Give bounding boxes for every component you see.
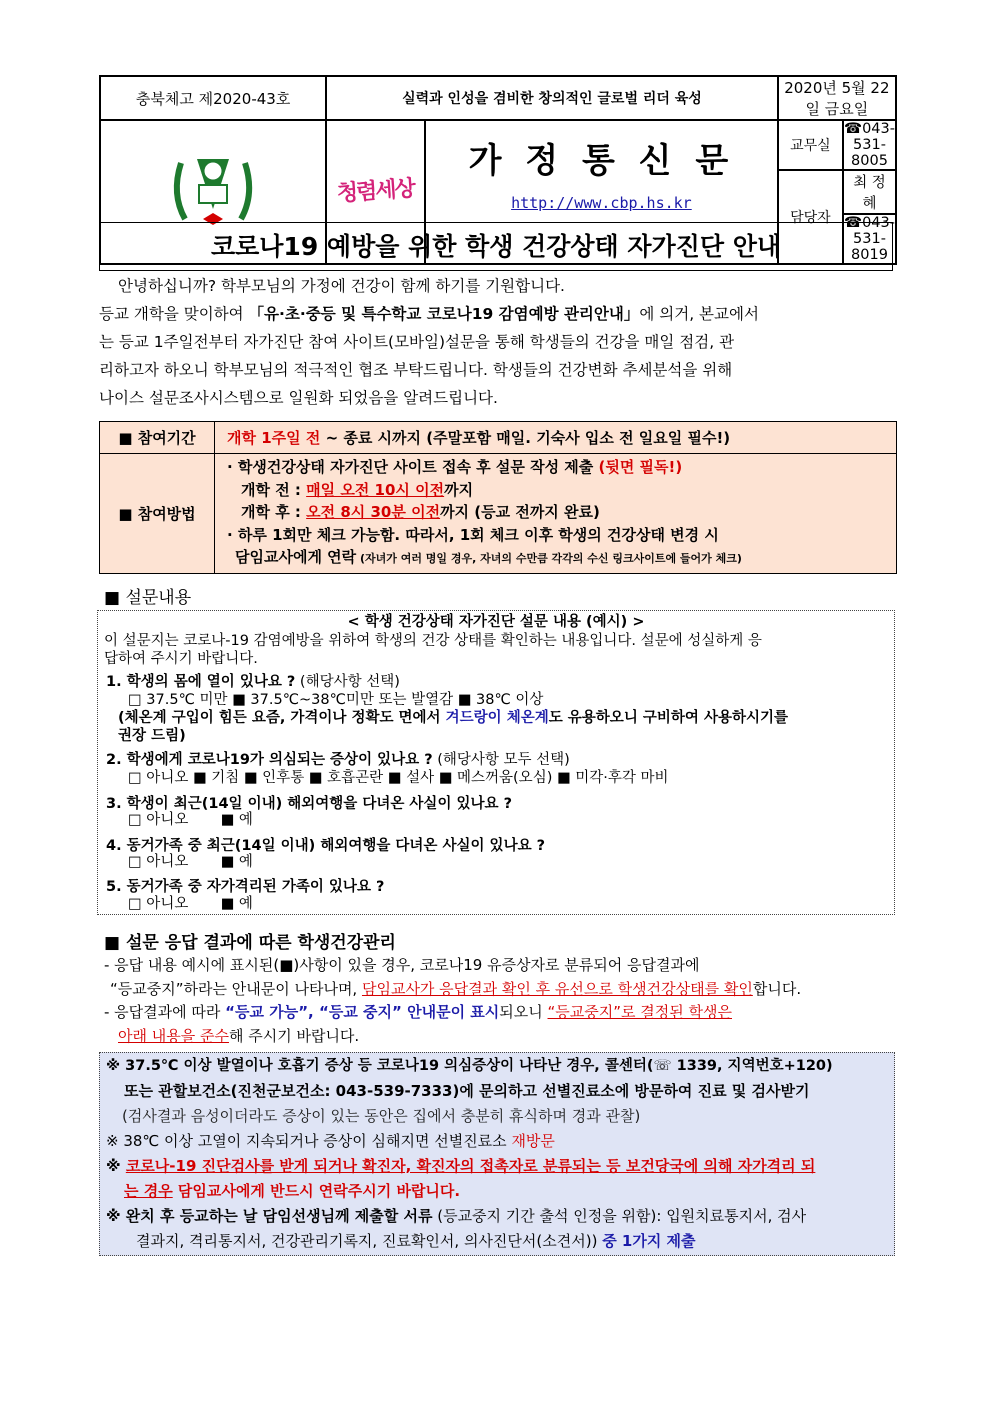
question-2: 2. 학생에게 코로나19가 의심되는 증상이 있나요 ? (해당사항 모두 선택) (106, 752, 570, 768)
question-3: 3. 학생이 최근(14일 이내) 해외여행을 다녀온 사실이 있나요 ? (106, 796, 512, 812)
method-line5: 담임교사에게 연락 (자녀가 여러 명일 경우, 자녀의 수만큼 각각의 수신 링크사이트에 들어가 체크) (235, 548, 742, 566)
school-emblem-icon (163, 149, 263, 231)
results-line4: 아래 내용을 준수해 주시기 바랍니다. (118, 1027, 360, 1045)
notice-line8: 결과지, 격리통지서, 건강관리기록지, 진료확인서, 의사진단서(소견서)) 중 1가지 제출 (136, 1232, 696, 1250)
office-phone: ☎043-531-8005 (844, 121, 895, 169)
notice-line7: ※ 완치 후 등교하는 날 담임선생님께 제출할 서류 (등교중지 기간 출석 인정을 위함): 입원치료통지서, 검사 (106, 1207, 807, 1225)
question-1-note: (체온계 구입이 힘든 요즘, 가격이나 정확도 면에서 겨드랑이 체온계도 유용하오니 구비하여 사용하시기를 (118, 710, 788, 726)
survey-intro-line1: 이 설문지는 코로나-19 감염예방을 위하여 학생의 건강 상태를 확인하는 내용입니다. 설문에 성실하게 응 (104, 633, 762, 649)
question-2-options: □ 아니오 ■ 기침 ■ 인후통 ■ 호흡곤란 ■ 설사 ■ 메스꺼움(오심) ■ 미각·후각 마비 (128, 770, 669, 786)
issue-number: 충북체고 제2020-43호 (100, 76, 326, 120)
survey-intro-line2: 답하여 주시기 바랍니다. (104, 651, 258, 667)
survey-box (97, 610, 895, 915)
intro-paragraph-line2: 는 등교 1주일전부터 자가진단 참여 사이트(모바일)설문을 통해 학생들의 건강을 매일 점검, 관 (99, 333, 735, 351)
main-title: 코로나19 예방을 위한 학생 건강상태 자가진단 안내 (210, 232, 781, 261)
method-line2: 개학 전 : 매일 오전 10시 이전까지 (241, 480, 474, 499)
results-section-title: ■ 설문 응답 결과에 따른 학생건강관리 (104, 933, 396, 953)
main-title-box (99, 222, 893, 271)
notice-line2: 또는 관할보건소(진천군보건소: 043-539-7333)에 문의하고 선별진료소에 방문하여 진료 및 검사받기 (124, 1082, 810, 1100)
school-url[interactable]: http://www.cbp.hs.kr (511, 194, 692, 212)
notice-line1: ※ 37.5℃ 이상 발열이나 호흡기 증상 등 코로나19 의심증상이 나타난 경우, 콜센터(☏ 1339, 지역번호+120) (106, 1058, 833, 1074)
results-line3: - 응답결과에 따라 “등교 가능”, “등교 중지” 안내문이 표시되오니 “등교중지”로 결정된 학생은 (104, 1003, 732, 1021)
manager-label: 담당자 (778, 170, 843, 264)
question-1: 1. 학생의 몸에 열이 있나요 ? (해당사항 선택) (106, 674, 400, 690)
issue-date: 2020년 5월 22일 금요일 (778, 76, 896, 120)
notice-line5: ※ 코로나-19 진단검사를 받게 되거나 확진자, 확진자의 접촉자로 분류되는 등 보건당국에 의해 자가격리 되 (106, 1157, 816, 1175)
question-1-note-end: 권장 드림) (118, 728, 186, 744)
results-line2: “등교중지”하라는 안내문이 나타나며, 담임교사가 응답결과 확인 후 유선으로 학생건강상태를 확인합니다. (110, 980, 802, 998)
office-label: 교무실 (778, 120, 843, 170)
question-5: 5. 동거가족 중 자가격리된 가족이 있나요 ? (106, 879, 385, 895)
method-line1: · 학생건강상태 자가진단 사이트 접속 후 설문 작성 제출 (뒷면 필독!) (227, 458, 683, 476)
period-label: ■ 참여기간 (100, 422, 215, 454)
manager-phone: ☎043-531-8019 (844, 215, 895, 263)
participation-table (99, 421, 897, 574)
question-4-options: □ 아니오 ■ 예 (128, 854, 253, 870)
question-5-options: □ 아니오 ■ 예 (128, 896, 253, 912)
intro-paragraph-line3: 리하고자 하오니 학부모님의 적극적인 협조 부탁드립니다. 학생들의 건강변화 추세분석을 위해 (99, 361, 733, 379)
question-3-options: □ 아니오 ■ 예 (128, 812, 253, 828)
notice-line4: ※ 38℃ 이상 고열이 지속되거나 증상이 심해지면 선별진료소 재방문 (106, 1132, 555, 1150)
method-label: ■ 참여방법 (100, 454, 215, 574)
notice-box (99, 1052, 895, 1256)
intro-paragraph-line4: 나이스 설문조사시스템으로 일원화 되었음을 알려드립니다. (99, 389, 498, 407)
survey-box-title: < 학생 건강상태 자가진단 설문 내용 (예시) > (347, 614, 645, 630)
results-line1: - 응답 내용 예시에 표시된(■)사항이 있을 경우, 코로나19 유증상자로 분류되어 응답결과에 (104, 956, 700, 974)
notice-line6: 는 경우 담임교사에게 반드시 연락주시기 바랍니다. (124, 1182, 461, 1200)
method-line3: 개학 후 : 오전 8시 30분 이전까지 (등교 전까지 완료) (241, 503, 600, 521)
school-motto: 실력과 인성을 겸비한 창의적인 글로벌 리더 육성 (326, 76, 777, 120)
notice-line3: (검사결과 음성이더라도 증상이 있는 동안은 집에서 충분히 휴식하며 경과 관찰) (122, 1107, 641, 1125)
integrity-logo: 청렴세상 (336, 176, 415, 207)
method-value (215, 454, 897, 574)
newsletter-title: 가 정 통 신 문 (468, 141, 735, 181)
question-4: 4. 동거가족 중 최근(14일 이내) 해외여행을 다녀온 사실이 있나요 ? (106, 838, 546, 854)
survey-section-title: ■ 설문내용 (104, 588, 192, 608)
period-value: 개학 1주일 전 ~ 종료 시까지 (주말포함 매일. 기숙사 입소 전 일요일 필수!) (215, 422, 897, 454)
question-1-options: □ 37.5℃ 미만 ■ 37.5℃~38℃미만 또는 발열감 ■ 38℃ 이상 (128, 692, 544, 708)
manager-name: 최 정 혜 (843, 170, 896, 214)
intro-paragraph-line1: 등교 개학을 맞이하여 「유·초·중등 및 특수학교 코로나19 감염예방 관리안내」에 의거, 본교에서 (99, 305, 759, 323)
method-line4: · 하루 1회만 체크 가능함. 따라서, 1회 체크 이후 학생의 건강상태 변경 시 (227, 525, 719, 544)
intro-greeting: 안녕하십니까? 학부모님의 가정에 건강이 함께 하기를 기원합니다. (118, 277, 565, 295)
